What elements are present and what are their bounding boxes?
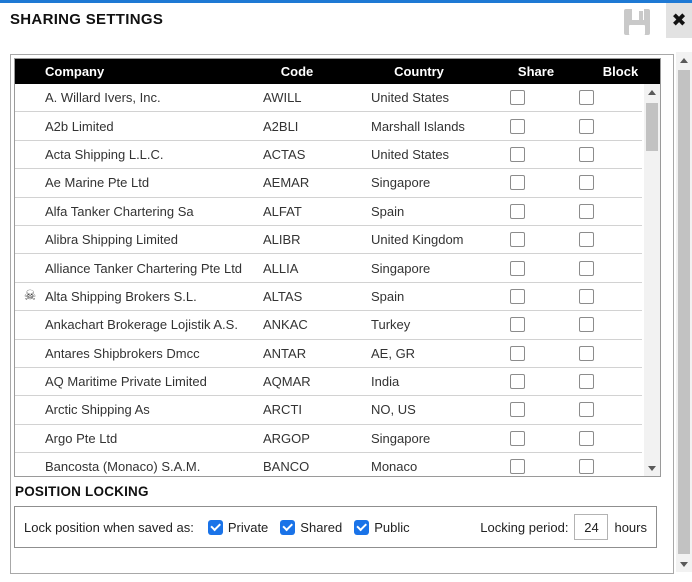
block-checkbox[interactable] (579, 431, 594, 446)
block-checkbox[interactable] (579, 90, 594, 105)
share-cell (489, 119, 545, 134)
block-checkbox[interactable] (579, 204, 594, 219)
table-row (15, 425, 642, 453)
company-cell: Ankachart Brokerage Lojistik A.S. (45, 317, 238, 333)
dialog-scroll-down-button[interactable] (676, 556, 692, 572)
company-cell: Ae Marine Pte Ltd (45, 175, 150, 191)
block-checkbox[interactable] (579, 119, 594, 134)
table-row (15, 254, 642, 282)
code-cell: AQMAR (263, 374, 311, 390)
locking-period-input[interactable] (574, 514, 608, 540)
table-scrollbar-thumb[interactable] (646, 103, 658, 151)
dialog-title: SHARING SETTINGS (10, 11, 164, 28)
block-cell (545, 346, 627, 361)
code-cell: ANTAR (263, 345, 307, 361)
share-cell (489, 374, 545, 389)
lock-option-shared[interactable] (280, 520, 342, 535)
column-header-share: Share (517, 64, 555, 79)
code-cell: AWILL (263, 90, 302, 106)
country-cell: Singapore (371, 260, 431, 276)
content-panel (10, 54, 674, 574)
code-cell: ANKAC (263, 317, 308, 333)
lock-option-checkbox[interactable] (208, 520, 223, 535)
table-row (15, 84, 642, 112)
block-checkbox[interactable] (579, 175, 594, 190)
scroll-down-button[interactable] (644, 460, 660, 476)
top-accent-bar (0, 0, 692, 3)
country-cell: United States (371, 90, 450, 106)
column-header-company: Company (45, 64, 105, 79)
dialog-scroll-up-button[interactable] (676, 52, 692, 68)
block-cell (545, 147, 627, 162)
skull-icon: ☠ (23, 289, 37, 304)
country-cell: Monaco (371, 459, 418, 475)
table-row (15, 453, 642, 476)
column-header-country: Country (394, 64, 444, 79)
close-button[interactable] (666, 3, 692, 38)
country-cell: India (371, 374, 400, 390)
table-row (15, 112, 642, 140)
block-cell (545, 459, 627, 474)
share-checkbox[interactable] (510, 402, 525, 417)
country-cell: Spain (371, 203, 405, 219)
share-cell (489, 431, 545, 446)
country-cell: United Kingdom (371, 232, 464, 248)
block-checkbox[interactable] (579, 402, 594, 417)
company-cell: Bancosta (Monaco) S.A.M. (45, 459, 201, 475)
block-cell (545, 402, 627, 417)
share-checkbox[interactable] (510, 459, 525, 474)
block-cell (545, 232, 627, 247)
block-cell (545, 90, 627, 105)
share-checkbox[interactable] (510, 147, 525, 162)
share-checkbox[interactable] (510, 317, 525, 332)
lock-option-checkbox[interactable] (354, 520, 369, 535)
country-cell: Singapore (371, 430, 431, 446)
lock-options (208, 520, 422, 535)
company-cell: Alfa Tanker Chartering Sa (45, 203, 194, 219)
triangle-up-icon (680, 58, 688, 63)
table-row (15, 198, 642, 226)
block-checkbox[interactable] (579, 261, 594, 276)
share-checkbox[interactable] (510, 204, 525, 219)
share-checkbox[interactable] (510, 90, 525, 105)
company-cell: Alibra Shipping Limited (45, 232, 178, 248)
table-scrollbar[interactable] (644, 84, 660, 476)
share-cell (489, 459, 545, 474)
share-cell (489, 317, 545, 332)
code-cell: ALLIA (263, 260, 299, 276)
table-header-row (15, 59, 660, 84)
table-row (15, 141, 642, 169)
country-cell: Singapore (371, 175, 431, 191)
block-cell (545, 204, 627, 219)
country-cell: Marshall Islands (371, 118, 465, 134)
share-cell (489, 204, 545, 219)
company-cell: Acta Shipping L.L.C. (45, 146, 164, 162)
share-cell (489, 261, 545, 276)
code-cell: ACTAS (263, 146, 306, 162)
block-checkbox[interactable] (579, 147, 594, 162)
share-cell (489, 232, 545, 247)
block-cell (545, 261, 627, 276)
table-row (15, 368, 642, 396)
country-cell: Turkey (371, 317, 411, 333)
table-row (15, 396, 642, 424)
share-checkbox[interactable] (510, 289, 525, 304)
block-cell (545, 317, 627, 332)
block-cell (545, 431, 627, 446)
table-row (15, 169, 642, 197)
code-cell: ALIBR (263, 232, 301, 248)
table-row (15, 311, 642, 339)
company-cell: Alta Shipping Brokers S.L. (45, 288, 197, 304)
lock-option-label: Private (227, 519, 269, 535)
country-cell: United States (371, 146, 450, 162)
column-header-block: Block (602, 64, 639, 79)
code-cell: ALFAT (263, 203, 302, 219)
block-checkbox[interactable] (579, 317, 594, 332)
table-row (15, 283, 642, 311)
share-checkbox[interactable] (510, 346, 525, 361)
triangle-down-icon (648, 466, 656, 471)
company-cell: A2b Limited (45, 118, 114, 134)
block-cell (545, 289, 627, 304)
triangle-down-icon (680, 562, 688, 567)
code-cell: A2BLI (263, 118, 299, 134)
dialog-scrollbar-thumb[interactable] (678, 70, 690, 554)
locking-period-group (480, 514, 647, 540)
company-cell: Argo Pte Ltd (45, 430, 118, 446)
locking-period-label: Locking period: (480, 519, 569, 535)
block-checkbox[interactable] (579, 346, 594, 361)
table-row (15, 226, 642, 254)
share-checkbox[interactable] (510, 119, 525, 134)
share-cell (489, 147, 545, 162)
lock-option-public[interactable] (354, 520, 409, 535)
company-cell: Arctic Shipping As (45, 402, 150, 418)
save-icon (622, 25, 652, 40)
close-icon: ✖ (671, 10, 687, 31)
column-header-code: Code (280, 64, 314, 79)
block-cell (545, 175, 627, 190)
company-cell: AQ Maritime Private Limited (45, 374, 207, 390)
save-button[interactable] (620, 5, 654, 39)
locking-period-unit: hours (614, 519, 647, 535)
share-checkbox[interactable] (510, 374, 525, 389)
company-cell: Alliance Tanker Chartering Pte Ltd (45, 260, 243, 276)
share-checkbox[interactable] (510, 431, 525, 446)
block-cell (545, 119, 627, 134)
table-row (15, 340, 642, 368)
lock-option-label: Public (374, 519, 410, 535)
block-checkbox[interactable] (579, 459, 594, 474)
share-checkbox[interactable] (510, 175, 525, 190)
block-cell (545, 374, 627, 389)
share-checkbox[interactable] (510, 261, 525, 276)
company-cell: A. Willard Ivers, Inc. (45, 90, 161, 106)
share-cell (489, 175, 545, 190)
block-checkbox[interactable] (579, 289, 594, 304)
country-cell: NO, US (371, 402, 416, 418)
share-cell (489, 346, 545, 361)
share-cell (489, 289, 545, 304)
block-checkbox[interactable] (579, 374, 594, 389)
block-checkbox[interactable] (579, 232, 594, 247)
table-rows (15, 84, 642, 476)
table-body (15, 84, 660, 476)
share-checkbox[interactable] (510, 232, 525, 247)
lock-option-private[interactable] (208, 520, 268, 535)
sharing-table (14, 58, 661, 477)
lock-position-label: Lock position when saved as: (24, 519, 194, 535)
dialog-scrollbar[interactable] (676, 52, 692, 572)
lock-option-label: Shared (300, 519, 343, 535)
company-cell: Antares Shipbrokers Dmcc (45, 345, 200, 361)
triangle-up-icon (648, 90, 656, 95)
share-cell (489, 90, 545, 105)
position-locking-title: POSITION LOCKING (15, 484, 149, 499)
share-cell (489, 402, 545, 417)
position-locking-box (14, 506, 657, 548)
code-cell: BANCO (263, 459, 310, 475)
scroll-up-button[interactable] (644, 84, 660, 100)
code-cell: ARCTI (263, 402, 302, 418)
code-cell: AEMAR (263, 175, 310, 191)
country-cell: AE, GR (371, 345, 416, 361)
code-cell: ARGOP (263, 430, 310, 446)
country-cell: Spain (371, 288, 405, 304)
code-cell: ALTAS (263, 288, 303, 304)
lock-option-checkbox[interactable] (280, 520, 295, 535)
